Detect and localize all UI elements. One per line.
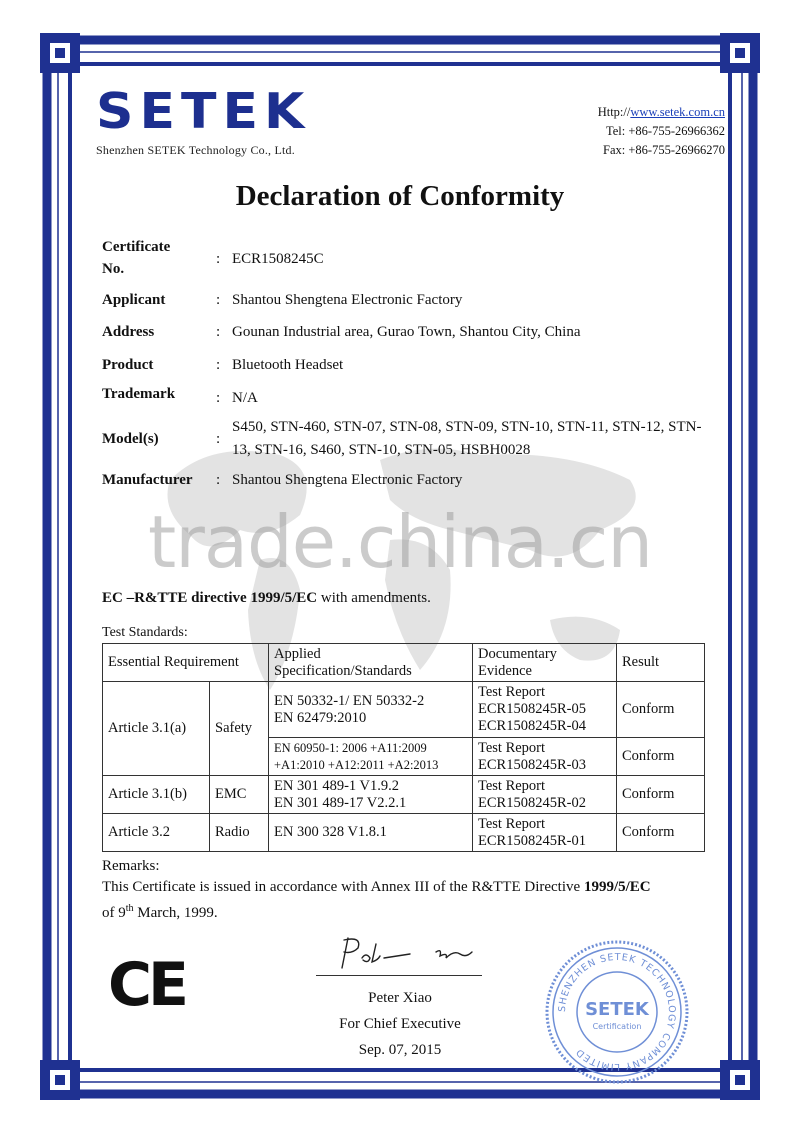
seal-logo: SETEK bbox=[585, 999, 649, 1020]
result-cell: Conform bbox=[617, 682, 705, 738]
evidence-cell: Test Report ECR1508245R-05 ECR1508245R-04 bbox=[473, 682, 617, 738]
models-label: Model(s) bbox=[102, 431, 159, 447]
result-cell: Conform bbox=[617, 814, 705, 852]
colon: : bbox=[216, 324, 221, 340]
manufacturer-value: Shantou Shengtena Electronic Factory bbox=[232, 472, 463, 488]
manufacturer-label: Manufacturer bbox=[102, 472, 193, 488]
evidence-cell: Test Report ECR1508245R-02 bbox=[473, 776, 617, 814]
remarks-text: This Certificate is issued in accordance with Annex III of the R&TTE Directive 1999/5/EC bbox=[102, 879, 651, 895]
article-cell: Article 3.2 bbox=[103, 814, 210, 852]
seal-certification: Certification bbox=[592, 1022, 642, 1031]
test-standards-label: Test Standards: bbox=[102, 625, 188, 640]
result-cell: Conform bbox=[617, 776, 705, 814]
header-applied: Applied Specification/Standards bbox=[269, 644, 473, 682]
colon: : bbox=[216, 292, 221, 308]
trademark-value: N/A bbox=[232, 390, 258, 406]
ce-mark: CE bbox=[108, 950, 186, 1020]
directive-line: EC –R&TTE directive 1999/5/EC with amendments. bbox=[102, 590, 431, 606]
remarks-date: of 9th March, 1999. bbox=[102, 903, 218, 921]
address-label: Address bbox=[102, 324, 155, 340]
signature-date: Sep. 07, 2015 bbox=[358, 1042, 442, 1058]
colon: : bbox=[216, 357, 221, 373]
remarks-label: Remarks: bbox=[102, 858, 160, 874]
applicant-label: Applicant bbox=[102, 292, 166, 308]
models-value: S450, STN-460, STN-07, STN-08, STN-09, STN-10, STN-11, STN-12, STN-13, STN-16, S460, STN-10, STN-05, HSBH0028 bbox=[232, 419, 702, 458]
fax-line: Fax: +86-755-26966270 bbox=[603, 143, 725, 157]
header-requirement: Essential Requirement bbox=[103, 644, 269, 682]
signatory-role: For Chief Executive bbox=[339, 1016, 461, 1032]
product-label: Product bbox=[102, 357, 154, 373]
header-result: Result bbox=[617, 644, 705, 682]
contact-info bbox=[598, 103, 725, 160]
product-value: Bluetooth Headset bbox=[232, 357, 344, 373]
category-cell: Radio bbox=[210, 814, 269, 852]
test-standards-table bbox=[102, 643, 705, 852]
table-header-row bbox=[103, 644, 705, 682]
standard-cell: EN 50332-1/ EN 50332-2 EN 62479:2010 bbox=[269, 682, 473, 738]
evidence-cell: Test Report ECR1508245R-03 bbox=[473, 738, 617, 776]
colon: : bbox=[216, 251, 221, 267]
company-seal bbox=[542, 937, 692, 1087]
certificate-label: Certificate No. bbox=[102, 239, 171, 277]
category-cell: EMC bbox=[210, 776, 269, 814]
article-cell: Article 3.1(b) bbox=[103, 776, 210, 814]
evidence-cell: Test Report ECR1508245R-01 bbox=[473, 814, 617, 852]
signatory-name: Peter Xiao bbox=[368, 990, 432, 1006]
colon: : bbox=[216, 431, 221, 447]
header-evidence: Documentary Evidence bbox=[473, 644, 617, 682]
certificate-value: ECR1508245C bbox=[232, 251, 324, 267]
website-link[interactable]: www.setek.com.cn bbox=[630, 105, 725, 119]
standard-cell: EN 300 328 V1.8.1 bbox=[269, 814, 473, 852]
table-row bbox=[103, 776, 705, 814]
article-cell: Article 3.1(a) bbox=[103, 682, 210, 776]
table-row bbox=[103, 682, 705, 738]
seal-ring-text: SHENZHEN SETEK TECHNOLOGY COMPANY LIMITED bbox=[556, 951, 678, 1073]
handwritten-signature bbox=[330, 930, 490, 975]
website-line: Http://www.setek.com.cn bbox=[597, 105, 725, 119]
address-value: Gounan Industrial area, Gurao Town, Shantou City, China bbox=[232, 324, 581, 340]
applicant-value: Shantou Shengtena Electronic Factory bbox=[232, 292, 463, 308]
watermark-text: trade.china.cn bbox=[148, 500, 652, 584]
document-title: Declaration of Conformity bbox=[235, 180, 565, 212]
signatory-block bbox=[300, 985, 500, 1063]
remarks-block bbox=[102, 856, 712, 924]
standard-cell: EN 301 489-1 V1.9.2 EN 301 489-17 V2.2.1 bbox=[269, 776, 473, 814]
category-cell: Safety bbox=[210, 682, 269, 776]
colon: : bbox=[216, 390, 221, 406]
standard-cell: EN 60950-1: 2006 +A11:2009 +A1:2010 +A12:2011 +A2:2013 bbox=[269, 738, 473, 776]
tel-line: Tel: +86-755-26966362 bbox=[605, 124, 725, 138]
table-row bbox=[103, 814, 705, 852]
company-logo bbox=[96, 83, 311, 158]
company-name: Shenzhen SETEK Technology Co., Ltd. bbox=[96, 143, 295, 157]
colon: : bbox=[216, 472, 221, 488]
logo-text: SETEK bbox=[96, 83, 311, 141]
result-cell: Conform bbox=[617, 738, 705, 776]
trademark-label: Trademark bbox=[102, 386, 176, 402]
signature-line bbox=[316, 975, 482, 976]
